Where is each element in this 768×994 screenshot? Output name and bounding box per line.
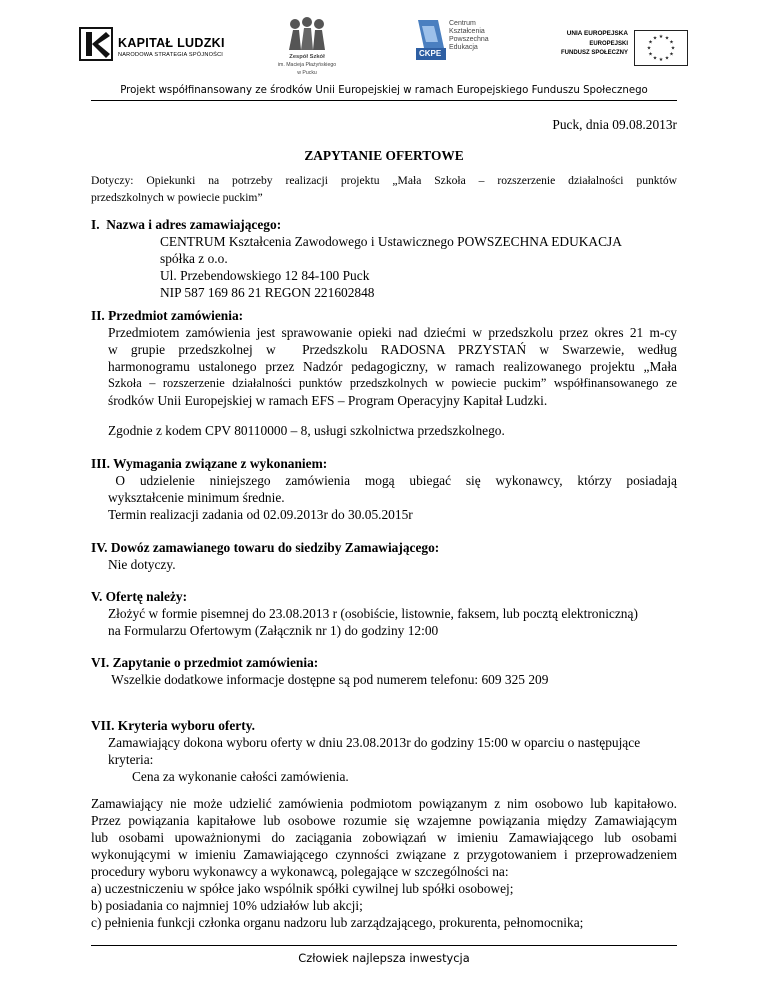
body-line: Przedmiotem zamówienia jest sprawowanie opieki nad dziećmi w przedszkolu przez okres 21 m-cy [108,325,677,340]
ckpe-badge: CKPE [419,49,442,58]
closing-paragraph [91,795,677,931]
eu-line1: UNIA EUROPEJSKA [566,30,628,37]
section-6-heading: VI. Zapytanie o przedmiot zamówienia: [91,655,319,670]
footer-divider [91,945,677,946]
section-2-heading: II. Przedmiot zamówienia: [91,308,244,323]
document-title: ZAPYTANIE OFERTOWE [304,148,464,163]
eu-line2: EUROPEJSKI [589,41,628,47]
section-7-heading: VII. Kryteria wyboru oferty. [91,718,256,733]
cpv-line: Zgodnie z kodem CPV 80110000 – 8, usługi szkolnictwa przedszkolnego. [108,423,505,438]
logo-eu [546,30,688,70]
eu-line3: FUNDUSZ SPOŁECZNY [560,50,628,56]
svg-text:★: ★ [658,34,664,40]
body-line: procedury wyboru wykonawcy a wykonawcą, polegające w szczególności na: [91,864,509,879]
zs-line3: w Pucku [297,70,317,76]
svg-text:★: ★ [669,51,674,58]
body-line: lub osobami upoważnionymi do zaciągania zobowiązań w imieniu Zamawiającego lub osobami [91,830,677,845]
svg-text:★: ★ [648,39,653,46]
svg-text:★: ★ [646,45,652,52]
body-line: Zamawiający nie może udzielić zamówienia podmiotom powiązanym z nim osobowo lub kapitałowo. [91,796,677,811]
address-line: spółka z o.o. [160,251,228,266]
concerning-line: Dotyczy: Opiekunki na potrzeby realizacji projektu „Mała Szkoła – rozszerzenie działalności punktów [91,174,677,187]
body-line: środków Unii Europejskiej w ramach EFS – Program Operacyjny Kapitał Ludzki. [108,393,548,408]
section-6-body: Wszelkie dodatkowe informacje dostępne są pod numerem telefonu: 609 325 209 [108,672,549,687]
section-3-body [108,472,677,523]
section-1-body [160,233,622,301]
address-line: CENTRUM Kształcenia Zawodowego i Ustawicznego POWSZECHNA EDUKACJA [160,234,622,249]
body-line: Zamawiający dokona wyboru oferty w dniu 23.08.2013r do godziny 15:00 w oparciu o następujące [108,735,641,750]
section-2-body [108,324,677,409]
kl-title: KAPITAŁ LUDZKI [118,36,225,50]
body-line: Przez powiązania kapitałowe lub osobowe rozumie się wzajemne powiązania między Zamawiającym [91,813,677,828]
section-5-heading: V. Ofertę należy: [91,589,188,604]
concerning-line: przedszkolnych w powiecie puckim” [91,191,263,204]
svg-text:★: ★ [652,35,658,42]
section-4-heading: IV. Dowóz zamawianego towaru do siedziby Zamawiającego: [91,540,440,555]
place-date: Puck, dnia 09.08.2013r [552,117,677,132]
kapital-ludzki-emblem-icon [78,26,114,62]
body-line: wykonującymi w imieniu Zamawiającego czynności związane z przygotowaniem i przeprowadzeniem [91,847,677,862]
body-line: Szkoła – rozszerzenie działalności punktów przedszkolnych w powiecie puckim” współfinansowanego ze [108,376,677,390]
address-line: NIP 587 169 86 21 REGON 221602848 [160,285,375,300]
zs-line2: im. Macieja Płażyńskiego [277,62,337,68]
section-3-heading: III. Wymagania związane z wykonaniem: [91,456,328,471]
svg-text:★: ★ [664,55,670,62]
body-line: Złożyć w formie pisemnej do 23.08.2013 r (osobiście, listownie, faksem, lub pocztą elektroniczną) [108,606,638,621]
section-7-body [108,734,677,785]
address-line: Ul. Przebendowskiego 12 84-100 Puck [160,268,370,283]
footer-slogan: Człowiek najlepsza inwestycja [298,951,470,965]
body-line: b) posiadania co najmniej 10% udziałów lub akcji; [91,898,363,913]
children-figures-icon [285,16,329,52]
body-line: na Formularzu Ofertowym (Załącznik nr 1) do godziny 12:00 [108,623,439,638]
svg-text:★: ★ [652,55,658,62]
section-4-body: Nie dotyczy. [108,557,176,572]
section-1-heading: I. Nazwa i adres zamawiającego: [91,217,282,232]
kl-subtitle: NARODOWA STRATEGIA SPÓJNOŚCI [118,52,224,58]
concerning-text [91,172,677,206]
body-line: Cena za wykonanie całości zamówienia. [132,769,349,784]
body-line: a) uczestniczeniu w spółce jako wspólnik spółki cywilnej lub spółki osobowej; [91,881,514,896]
logo-zespol-szkol [262,14,352,80]
body-line: Termin realizacji zadania od 02.09.2013r do 30.05.2015r [108,507,413,522]
body-line: c) pełnienia funkcji członka organu nadzoru lub zarządzającego, prokurenta, pełnomocnika; [91,915,584,930]
svg-text:★: ★ [648,51,653,58]
zs-line1: Zespół Szkół [289,54,325,60]
ckpe-line1: Centrum [449,20,476,27]
header-divider [91,100,677,101]
ckpe-line2: Kształcenia [449,28,485,35]
ckpe-line4: Edukacja [449,44,478,51]
logo-ckpe [416,18,516,68]
body-line: O udzielenie niniejszego zamówienia mogą ubiegać się wykonawcy, którzy posiadają [108,473,677,488]
logo-kapital-ludzki [78,22,258,68]
body-line: harmonogramu ustalonego przez Nadzór pedagogiczny, w ramach realizowanego projektu „Mała [108,359,677,374]
ckpe-line3: Powszechna [449,36,489,43]
body-line: kryteria: [108,752,154,767]
svg-text:★: ★ [670,45,676,52]
eu-flag-icon [634,30,688,66]
project-funding-line: Projekt współfinansowany ze środków Unii Europejskiej w ramach Europejskiego Funduszu Społecznego [120,85,648,96]
svg-text:★: ★ [669,39,674,46]
svg-text:★: ★ [658,57,664,63]
svg-text:★: ★ [664,35,670,42]
body-line: wykształcenie minimum średnie. [108,490,285,505]
section-5-body [108,605,677,639]
body-line: w grupie przedszkolnej w Przedszkolu RADOSNA PRZYSTAŃ w Swarzewie, według [108,342,677,357]
